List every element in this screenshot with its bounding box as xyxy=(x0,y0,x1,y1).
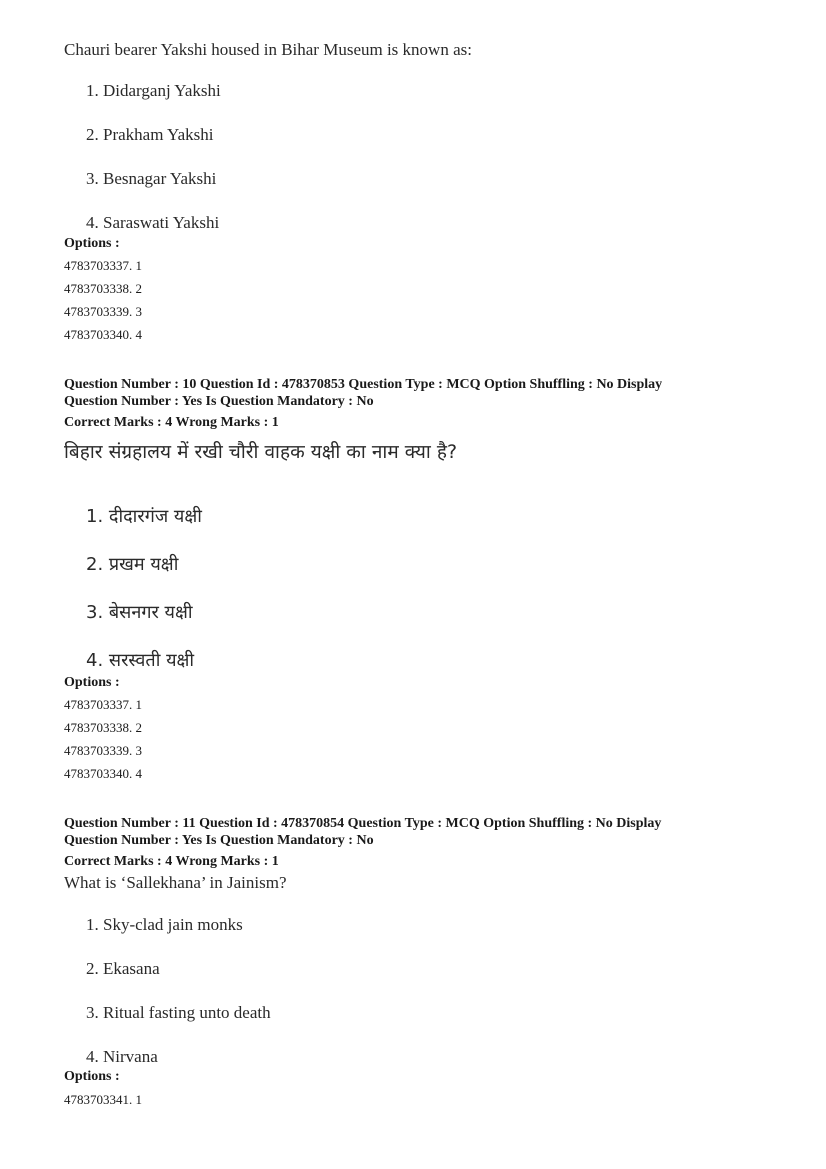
answer-choice-2: 2. Ekasana xyxy=(86,959,160,978)
answer-choice-3: 3. बेसनगर यक्षी xyxy=(86,602,193,623)
answer-choice-4: 4. सरस्वती यक्षी xyxy=(86,650,195,671)
answer-choice-2: 2. प्रखम यक्षी xyxy=(86,554,179,575)
answer-choice-2: 2. Prakham Yakshi xyxy=(86,125,214,144)
answer-choice-1: 1. दीदारगंज यक्षी xyxy=(86,506,202,527)
question-text: बिहार संग्रहालय में रखी चौरी वाहक यक्षी का नाम क्या है? xyxy=(64,441,458,463)
answer-choice-4: 4. Saraswati Yakshi xyxy=(86,213,220,232)
marks-info: Correct Marks : 4 Wrong Marks : 1 xyxy=(64,854,279,869)
answer-choice-3: 3. Besnagar Yakshi xyxy=(86,169,217,188)
answer-choice-1: 1. Didarganj Yakshi xyxy=(86,81,221,100)
question-text: Chauri bearer Yakshi housed in Bihar Museum is known as: xyxy=(64,40,472,59)
option-id: 4783703339. 3 xyxy=(64,304,142,319)
option-id: 4783703339. 3 xyxy=(64,743,142,758)
option-id: 4783703337. 1 xyxy=(64,258,142,273)
question-meta: Question Number : Yes Is Question Mandatory : No xyxy=(64,833,374,848)
question-text: What is ‘Sallekhana’ in Jainism? xyxy=(64,873,287,892)
option-id: 4783703340. 4 xyxy=(64,327,142,342)
options-label: Options : xyxy=(64,1069,120,1084)
question-meta: Question Number : 10 Question Id : 478370853 Question Type : MCQ Option Shuffling : No Display xyxy=(64,377,663,392)
option-id: 4783703340. 4 xyxy=(64,766,142,781)
marks-info: Correct Marks : 4 Wrong Marks : 1 xyxy=(64,415,279,430)
option-id: 4783703341. 1 xyxy=(64,1092,142,1107)
options-label: Options : xyxy=(64,236,120,251)
option-id: 4783703338. 2 xyxy=(64,281,142,296)
answer-choice-4: 4. Nirvana xyxy=(86,1047,158,1066)
option-id: 4783703338. 2 xyxy=(64,720,142,735)
options-label: Options : xyxy=(64,675,120,690)
option-id: 4783703337. 1 xyxy=(64,697,142,712)
question-meta: Question Number : Yes Is Question Mandatory : No xyxy=(64,394,374,409)
answer-choice-1: 1. Sky-clad jain monks xyxy=(86,915,243,934)
answer-choice-3: 3. Ritual fasting unto death xyxy=(86,1003,271,1022)
question-meta: Question Number : 11 Question Id : 478370854 Question Type : MCQ Option Shuffling : No Display xyxy=(64,816,662,831)
